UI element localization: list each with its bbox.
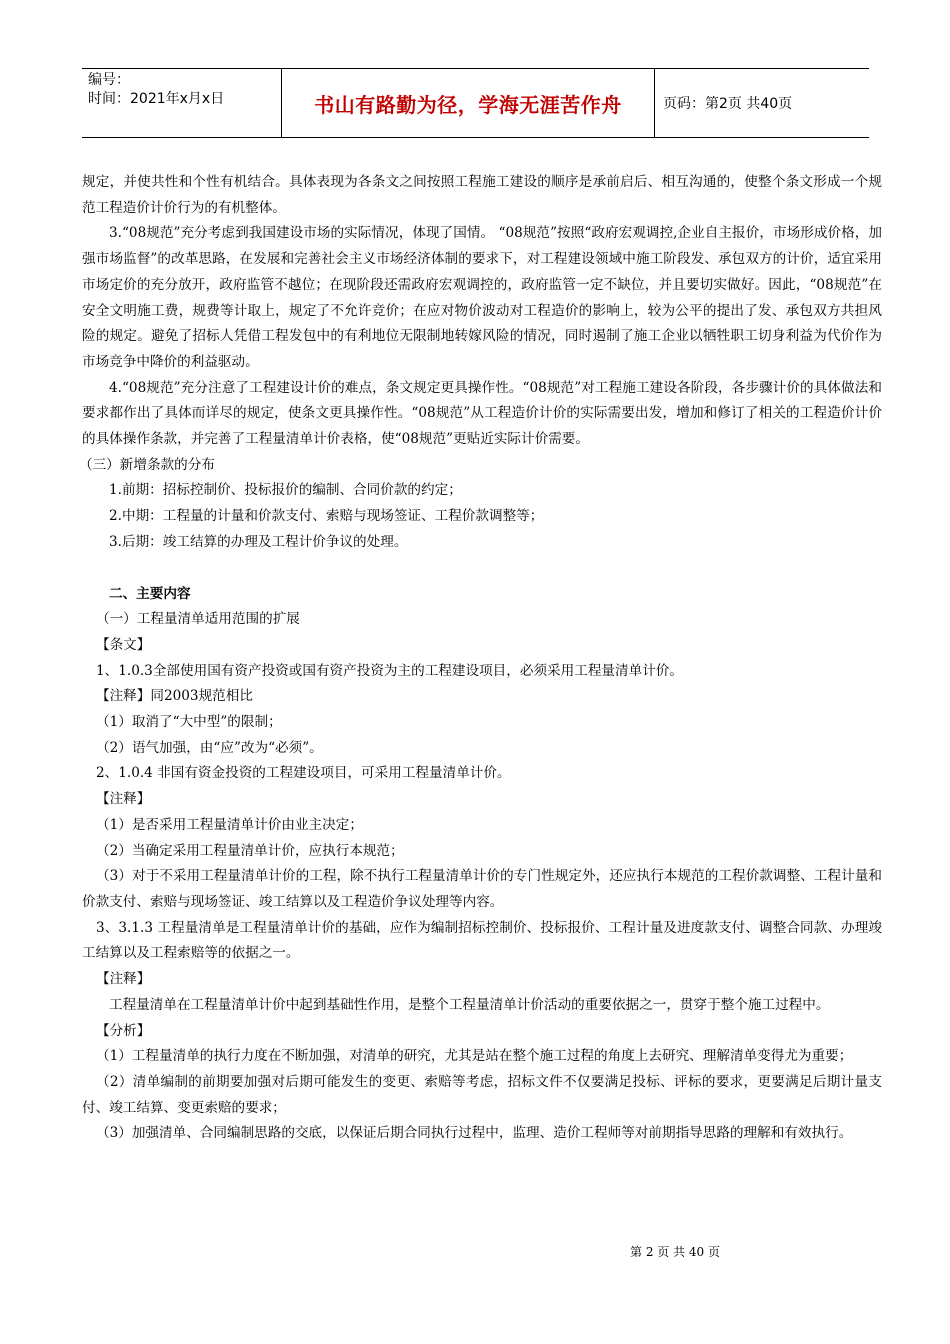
- paragraph: 2、1.0.4 非国有资金投资的工程建设项目，可采用工程量清单计价。: [96, 765, 511, 782]
- section-heading: 二、主要内容: [109, 585, 191, 602]
- list-item: 2.中期：工程量的计量和价款支付、索赔与现场签证、工程价款调整等；: [109, 508, 544, 525]
- paragraph: （1）工程量清单的执行力度在不断加强，对清单的研究，尤其是站在整个施工过程的角度上去研究、理解清单变得尤为重要；: [96, 1048, 853, 1065]
- paragraph: （2）语气加强，由“应”改为“必须”。: [96, 739, 323, 756]
- document-body: [79, 170, 882, 1147]
- header-info: [82, 69, 282, 137]
- paragraph: 【条文】: [96, 636, 151, 653]
- paragraph: （3）加强清单、合同编制思路的交底，以保证后期合同执行过程中，监理、造价工程师等对前期指导思路的理解和有效执行。: [96, 1125, 853, 1142]
- paragraph: （3）对于不采用工程量清单计价的工程，除不执行工程量清单计价的专门性规定外，还应执行本规范的工程价款调整、工程计量和价款支付、索赔与现场签证、竣工结算以及工程造价争议处理等内容。: [82, 868, 882, 910]
- document-time-label: 时间：2021年x月x日: [88, 91, 225, 107]
- paragraph: 规定，并使共性和个性有机结合。具体表现为各条文之间按照工程施工建设的顺序是承前启后、相互沟通的，使整个条文形成一个规范工程造价计价行为的有机整体。: [82, 174, 882, 216]
- list-item: 3.后期：竣工结算的办理及工程计价争议的处理。: [109, 533, 408, 550]
- document-number-label: 编号：: [88, 72, 130, 88]
- subsection-heading: （一）工程量清单适用范围的扩展: [96, 611, 300, 628]
- list-item: 1.前期：招标控制价、投标报价的编制、合同价款的约定；: [109, 482, 462, 499]
- paragraph: 【注释】同2003规范相比: [96, 688, 253, 705]
- page-footer: 第 2 页 共 40 页: [630, 1245, 720, 1259]
- paragraph: （2）当确定采用工程量清单计价，应执行本规范；: [96, 842, 404, 859]
- paragraph: 【注释】: [96, 971, 151, 988]
- paragraph: 3.“08规范”充分考虑到我国建设市场的实际情况，体现了国情。 “08规范”按照“政府宏观调控,企业自主报价，市场形成价格，加强市场监督”的改革思路，在发展和完善社会主义市场经济体制的要求下，对工程建设领域中施工阶段发、承包双方的计价，适宜采用市场定价的充分放开，政府监管不越位；在现阶段还需政府宏观调控的，政府监管一定不缺位，并且要切实做好。因此，“08规范”在安全文明施工费，规费等计取上，规定了不允许竞价；在应对物价波动对工程造价的影响上，较为公平的提出了发、承包双方共担风险的规定。避免了招标人凭借工程发包中的有利地位无限制地转嫁风险的情况，同时遏制了施工企业以牺牲职工切身利益为代价作为市场竞争中降价的利益驱动。: [82, 225, 882, 370]
- section-heading: （三）新增条款的分布: [79, 456, 215, 473]
- paragraph: 1、1.0.3全部使用国有资产投资或国有资产投资为主的工程建设项目，必须采用工程量清单计价。: [96, 662, 683, 679]
- header-page-label: 页码：第2页 共40页: [663, 96, 793, 112]
- spacer: [82, 556, 882, 582]
- paragraph: 【分析】: [96, 1022, 151, 1039]
- paragraph: 4.“08规范”充分注意了工程建设计价的难点，条文规定更具操作性。“08规范”对工程施工建设各阶段，各步骤计价的具体做法和要求都作出了具体而详尽的规定，使条文更具操作性。“08规范”从工程造价计价的实际需要出发，增加和修订了相关的工程造价计价的具体操作条款，并完善了工程量清单计价表格，使“08规范”更贴近实际计价需要。: [82, 379, 882, 448]
- page-header: [82, 68, 869, 138]
- paragraph: （1）取消了“大中型”的限制；: [96, 714, 282, 731]
- paragraph: （1）是否采用工程量清单计价由业主决定；: [96, 816, 363, 833]
- paragraph: 3、3.1.3 工程量清单是工程量清单计价的基础，应作为编制招标控制价、投标报价、工程计量及进度款支付、调整合同款、办理竣工结算以及工程索赔等的依据之一。: [82, 919, 882, 962]
- paragraph: 【注释】: [96, 791, 151, 808]
- paragraph: （2）清单编制的前期要加强对后期可能发生的变更、索赔等考虑，招标文件不仅要满足投标、评标的要求，更要满足后期计量支付、竣工结算、变更索赔的要求；: [82, 1073, 882, 1116]
- paragraph: 工程量清单在工程量清单计价中起到基础性作用，是整个工程量清单计价活动的重要依据之一，贯穿于整个施工过程中。: [109, 996, 830, 1013]
- header-motto: 书山有路勤为径，学海无涯苦作舟: [282, 69, 655, 137]
